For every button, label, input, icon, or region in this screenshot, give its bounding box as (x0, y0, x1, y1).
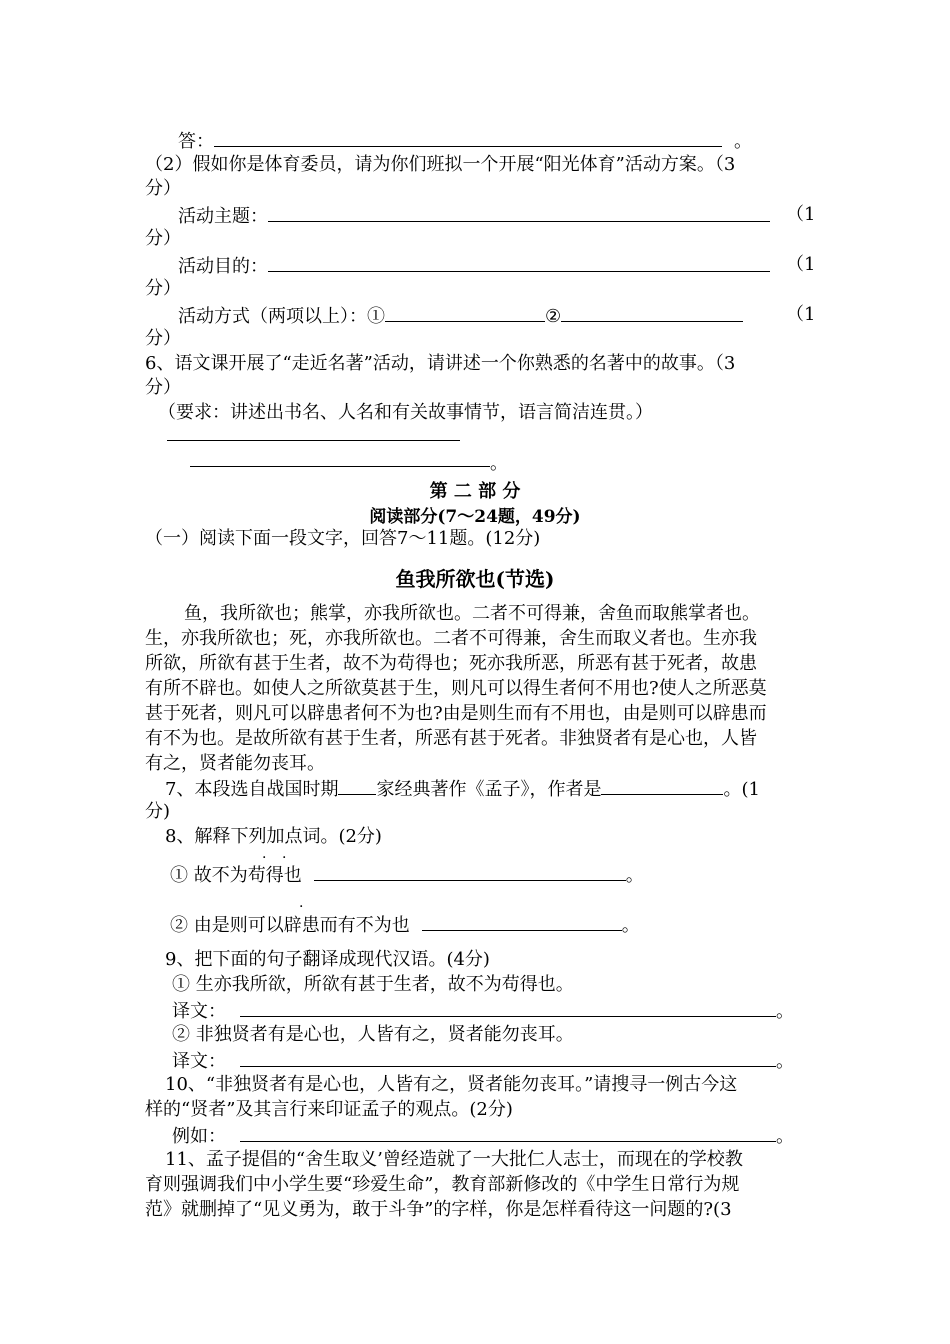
q5-answer-line: 答： 。 (178, 128, 752, 152)
q8-blank-2[interactable] (422, 912, 622, 931)
q6-line1: 6、语文课开展了“走近名著”活动，请讲述一个你熟悉的名著中的故事。（3 (145, 353, 736, 374)
q8-item2: ② 由是则可以辟患而有不为也 。 (170, 912, 640, 936)
q6-blank-1[interactable] (167, 440, 460, 441)
score-note-end: 分） (145, 328, 181, 349)
passage-line: 鱼，我所欲也；熊掌，亦我所欲也。二者不可得兼，舍鱼而取熊掌者也。 (184, 603, 760, 624)
q9-translation2: 译文： 。 (172, 1048, 794, 1072)
part2-title: 第 二 部 分 (429, 481, 521, 502)
q9-sentence1: ① 生亦我所欲，所欲有甚于生者，故不为苟得也。 (172, 974, 574, 995)
passage-line: 甚于死者，则凡可以辟患者何不为也?由是则生而有不用也，由是则可以辟患而 (145, 703, 767, 724)
emphasis-dot: · (282, 850, 287, 866)
q11-line1: 11、孟子提倡的“舍生取义’曾经造就了一大批仁人志士，而现在的学校教 (165, 1149, 743, 1170)
theme-blank[interactable] (268, 203, 770, 222)
passage-line: 有所不辟也。如使人之所欲莫甚于生，则凡可以得生者何不用也?使人之所恶莫 (145, 678, 767, 699)
method-blank-1[interactable] (385, 303, 545, 322)
q7-line2: 分) (145, 801, 171, 822)
q11-line2: 育则强调我们中小学生要“珍爱生命”，教育部新修改的《中学生日常行为规 (145, 1174, 740, 1195)
q9-translation1: 译文： 。 (172, 998, 794, 1022)
score-note-end: 分） (145, 228, 181, 249)
purpose-blank[interactable] (268, 253, 770, 272)
q10-line2: 样的“贤者”及其言行来印证孟子的观点。(2分) (145, 1099, 513, 1120)
activity-purpose-row: 活动目的： (178, 253, 770, 277)
passage-title: 鱼我所欲也(节选) (395, 567, 555, 591)
activity-method-row: 活动方式（两项以上）：① ② (178, 303, 743, 327)
answer-blank[interactable] (214, 128, 722, 147)
score-note-end: 分） (145, 278, 181, 299)
q9-stem: 9、把下面的句子翻译成现代汉语。(4分) (165, 949, 490, 970)
q6-end: 。 (490, 453, 508, 474)
emphasis-dot: · (299, 899, 304, 915)
passage-line: 有之，贤者能勿丧耳。 (145, 753, 325, 774)
emphasis-dot: · (262, 850, 267, 866)
q8-blank-1[interactable] (314, 862, 626, 881)
score-note: （1 (786, 204, 816, 225)
activity-theme-row: 活动主题： (178, 203, 770, 227)
q7-line1: 7、本段选自战国时期 家经典著作《孟子》，作者是 。(1 (165, 776, 760, 800)
q6-line2: 分） (145, 377, 181, 398)
q9-blank-1[interactable] (240, 998, 776, 1017)
q9-blank-2[interactable] (240, 1048, 776, 1067)
score-note: （1 (786, 304, 816, 325)
q6-blank-2[interactable] (190, 466, 490, 467)
score-note: （1 (786, 254, 816, 275)
method-blank-2[interactable] (561, 303, 743, 322)
part2-subtitle: 阅读部分(7～24题，49分) (369, 507, 581, 527)
q11-line3: 范》就删掉了“见义勇为，敢于斗争”的字样，你是怎样看待这一问题的?(3 (145, 1199, 732, 1220)
answer-label: 答： (178, 131, 214, 152)
q10-line1: 10、“非独贤者有是心也，人皆有之，贤者能勿丧耳。”请搜寻一例古今这 (165, 1074, 738, 1095)
section1-instruction: （一）阅读下面一段文字，回答7～11题。(12分) (145, 528, 541, 549)
passage-line: 有不为也。是故所欲有甚于生者，所恶有甚于死者。非独贤者有是心也，人皆 (145, 728, 757, 749)
q7-blank-author[interactable] (601, 776, 723, 795)
q5-part2-line1: （2）假如你是体育委员，请为你们班拟一个开展“阳光体育”活动方案。（3 (145, 154, 736, 175)
q6-requirement: （要求：讲述出书名、人名和有关故事情节，语言简洁连贯。） (158, 402, 653, 423)
passage-line: 生，亦我所欲也；死，亦我所欲也。二者不可得兼，舍生而取义者也。生亦我 (145, 628, 757, 649)
q10-example: 例如： 。 (172, 1123, 794, 1147)
passage-line: 所欲，所欲有甚于生者，故不为苟得也；死亦我所恶，所恶有甚于死者，故患 (145, 653, 757, 674)
q8-item1: ① 故不为苟得也 。 (170, 862, 644, 886)
q5-part2-line2: 分） (145, 178, 181, 199)
q10-blank[interactable] (240, 1123, 776, 1142)
q7-blank-school[interactable] (338, 776, 376, 795)
q8-stem: 8、解释下列加点词。(2分) (165, 826, 382, 847)
q9-sentence2: ② 非独贤者有是心也，人皆有之，贤者能勿丧耳。 (172, 1024, 574, 1045)
